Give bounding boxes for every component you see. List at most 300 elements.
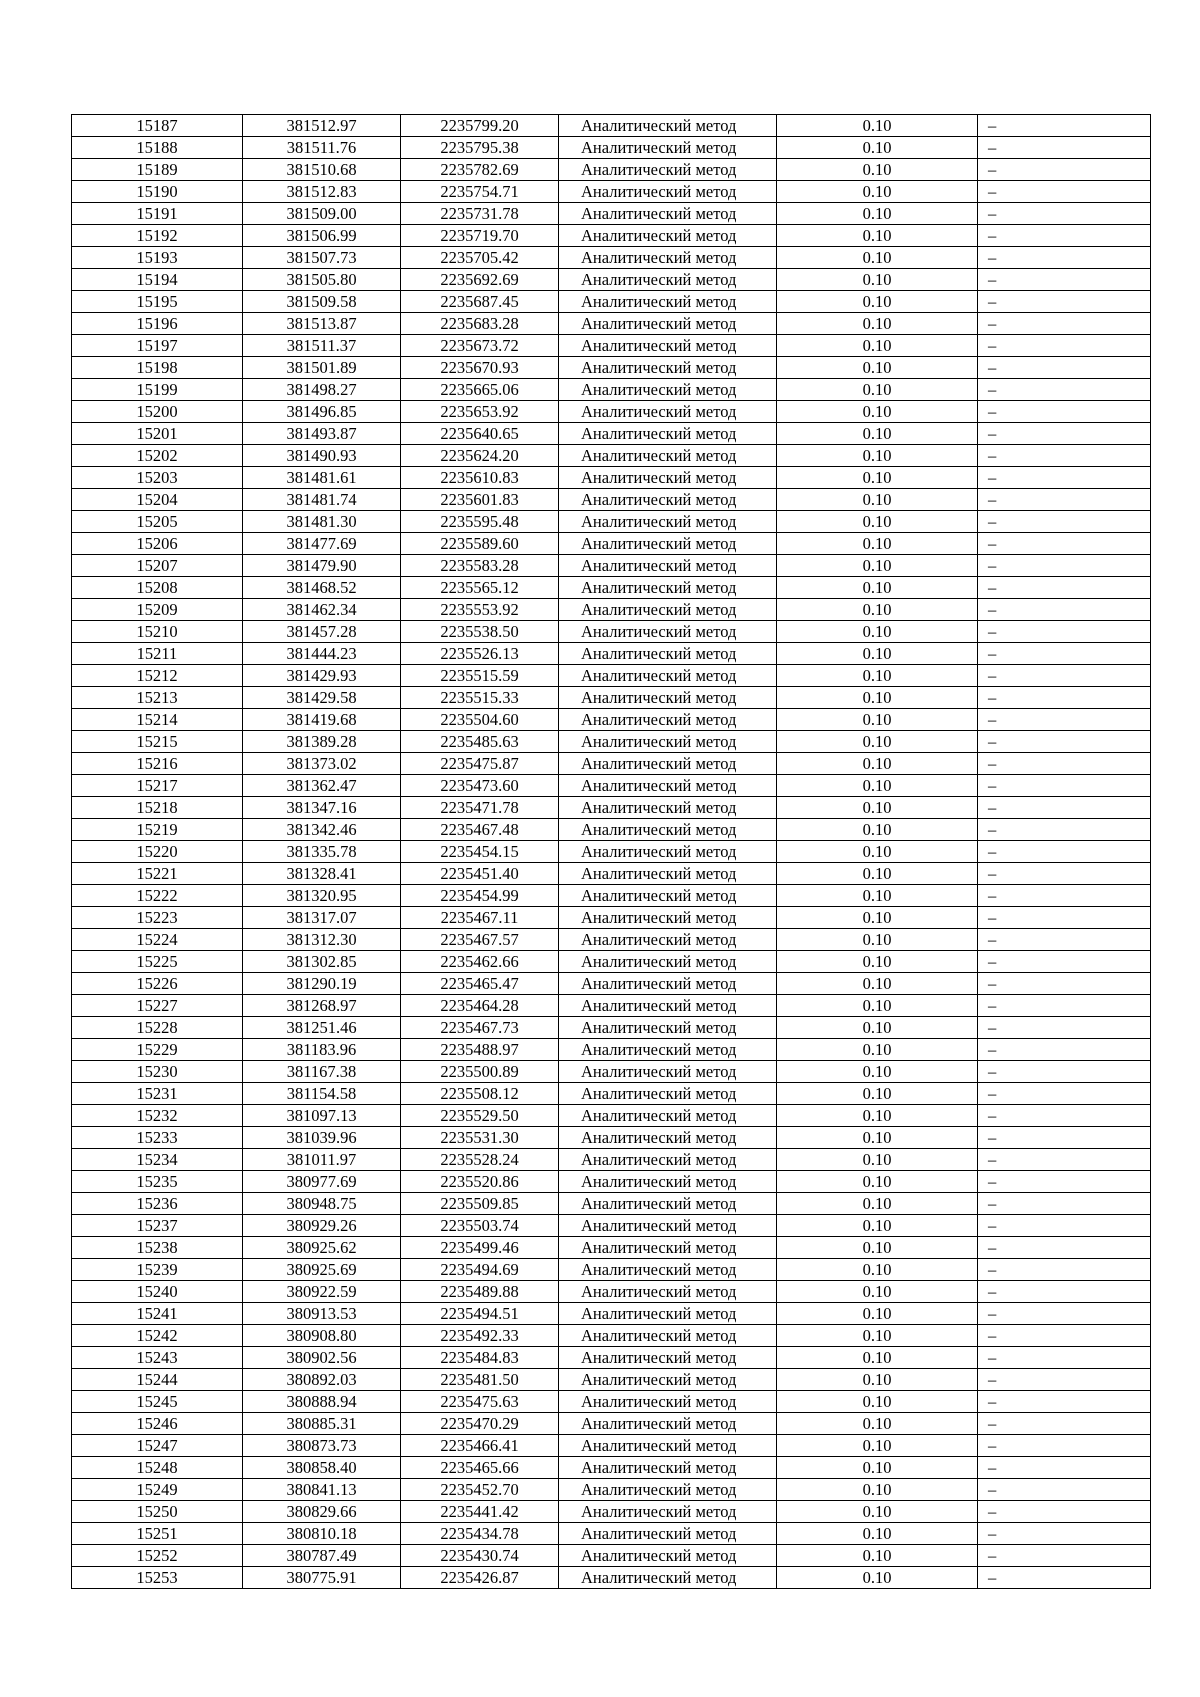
x-coordinate-cell: 381268.97	[243, 995, 401, 1017]
method-cell: Аналитический метод	[559, 797, 777, 819]
table-row	[72, 1083, 1151, 1105]
y-coordinate-cell: 2235520.86	[401, 1171, 559, 1193]
accuracy-cell: 0.10	[777, 379, 978, 401]
x-coordinate-cell: 381183.96	[243, 1039, 401, 1061]
note-cell: –	[978, 203, 1151, 225]
point-number-cell: 15203	[72, 467, 243, 489]
y-coordinate-cell: 2235692.69	[401, 269, 559, 291]
x-coordinate-cell: 381498.27	[243, 379, 401, 401]
table-row	[72, 1303, 1151, 1325]
y-coordinate-cell: 2235526.13	[401, 643, 559, 665]
point-number-cell: 15197	[72, 335, 243, 357]
accuracy-cell: 0.10	[777, 1083, 978, 1105]
method-cell: Аналитический метод	[559, 687, 777, 709]
accuracy-cell: 0.10	[777, 225, 978, 247]
y-coordinate-cell: 2235441.42	[401, 1501, 559, 1523]
accuracy-cell: 0.10	[777, 159, 978, 181]
point-number-cell: 15234	[72, 1149, 243, 1171]
y-coordinate-cell: 2235426.87	[401, 1567, 559, 1589]
point-number-cell: 15193	[72, 247, 243, 269]
table-row	[72, 203, 1151, 225]
accuracy-cell: 0.10	[777, 1039, 978, 1061]
accuracy-cell: 0.10	[777, 929, 978, 951]
accuracy-cell: 0.10	[777, 1479, 978, 1501]
point-number-cell: 15245	[72, 1391, 243, 1413]
note-cell: –	[978, 225, 1151, 247]
accuracy-cell: 0.10	[777, 291, 978, 313]
method-cell: Аналитический метод	[559, 269, 777, 291]
x-coordinate-cell: 380858.40	[243, 1457, 401, 1479]
point-number-cell: 15232	[72, 1105, 243, 1127]
point-number-cell: 15249	[72, 1479, 243, 1501]
accuracy-cell: 0.10	[777, 665, 978, 687]
accuracy-cell: 0.10	[777, 1061, 978, 1083]
accuracy-cell: 0.10	[777, 863, 978, 885]
table-row	[72, 423, 1151, 445]
note-cell: –	[978, 1171, 1151, 1193]
table-row	[72, 1149, 1151, 1171]
y-coordinate-cell: 2235799.20	[401, 115, 559, 137]
method-cell: Аналитический метод	[559, 247, 777, 269]
y-coordinate-cell: 2235492.33	[401, 1325, 559, 1347]
note-cell: –	[978, 665, 1151, 687]
x-coordinate-cell: 381429.58	[243, 687, 401, 709]
y-coordinate-cell: 2235471.78	[401, 797, 559, 819]
table-row	[72, 1039, 1151, 1061]
table-row	[72, 1061, 1151, 1083]
note-cell: –	[978, 1149, 1151, 1171]
table-body	[72, 115, 1151, 1589]
x-coordinate-cell: 381496.85	[243, 401, 401, 423]
method-cell: Аналитический метод	[559, 863, 777, 885]
y-coordinate-cell: 2235601.83	[401, 489, 559, 511]
note-cell: –	[978, 885, 1151, 907]
method-cell: Аналитический метод	[559, 1215, 777, 1237]
x-coordinate-cell: 381039.96	[243, 1127, 401, 1149]
note-cell: –	[978, 1391, 1151, 1413]
x-coordinate-cell: 381490.93	[243, 445, 401, 467]
table-row	[72, 467, 1151, 489]
accuracy-cell: 0.10	[777, 533, 978, 555]
table-row	[72, 159, 1151, 181]
y-coordinate-cell: 2235670.93	[401, 357, 559, 379]
method-cell: Аналитический метод	[559, 1083, 777, 1105]
method-cell: Аналитический метод	[559, 1369, 777, 1391]
accuracy-cell: 0.10	[777, 115, 978, 137]
point-number-cell: 15218	[72, 797, 243, 819]
accuracy-cell: 0.10	[777, 687, 978, 709]
y-coordinate-cell: 2235782.69	[401, 159, 559, 181]
table-row	[72, 951, 1151, 973]
accuracy-cell: 0.10	[777, 1149, 978, 1171]
table-row	[72, 1017, 1151, 1039]
accuracy-cell: 0.10	[777, 1193, 978, 1215]
y-coordinate-cell: 2235466.41	[401, 1435, 559, 1457]
x-coordinate-cell: 381481.61	[243, 467, 401, 489]
accuracy-cell: 0.10	[777, 247, 978, 269]
method-cell: Аналитический метод	[559, 621, 777, 643]
point-number-cell: 15189	[72, 159, 243, 181]
accuracy-cell: 0.10	[777, 577, 978, 599]
accuracy-cell: 0.10	[777, 599, 978, 621]
table-row	[72, 1501, 1151, 1523]
x-coordinate-cell: 381501.89	[243, 357, 401, 379]
method-cell: Аналитический метод	[559, 929, 777, 951]
y-coordinate-cell: 2235640.65	[401, 423, 559, 445]
note-cell: –	[978, 357, 1151, 379]
table-row	[72, 225, 1151, 247]
point-number-cell: 15200	[72, 401, 243, 423]
method-cell: Аналитический метод	[559, 445, 777, 467]
note-cell: –	[978, 467, 1151, 489]
method-cell: Аналитический метод	[559, 489, 777, 511]
accuracy-cell: 0.10	[777, 489, 978, 511]
method-cell: Аналитический метод	[559, 995, 777, 1017]
point-number-cell: 15196	[72, 313, 243, 335]
y-coordinate-cell: 2235754.71	[401, 181, 559, 203]
table-row	[72, 1127, 1151, 1149]
y-coordinate-cell: 2235494.69	[401, 1259, 559, 1281]
point-number-cell: 15223	[72, 907, 243, 929]
y-coordinate-cell: 2235485.63	[401, 731, 559, 753]
x-coordinate-cell: 381251.46	[243, 1017, 401, 1039]
point-number-cell: 15222	[72, 885, 243, 907]
accuracy-cell: 0.10	[777, 995, 978, 1017]
y-coordinate-cell: 2235515.59	[401, 665, 559, 687]
table-row	[72, 555, 1151, 577]
y-coordinate-cell: 2235465.66	[401, 1457, 559, 1479]
y-coordinate-cell: 2235462.66	[401, 951, 559, 973]
x-coordinate-cell: 380913.53	[243, 1303, 401, 1325]
point-number-cell: 15225	[72, 951, 243, 973]
accuracy-cell: 0.10	[777, 1501, 978, 1523]
point-number-cell: 15238	[72, 1237, 243, 1259]
y-coordinate-cell: 2235529.50	[401, 1105, 559, 1127]
method-cell: Аналитический метод	[559, 841, 777, 863]
method-cell: Аналитический метод	[559, 357, 777, 379]
table-row	[72, 291, 1151, 313]
note-cell: –	[978, 401, 1151, 423]
note-cell: –	[978, 247, 1151, 269]
point-number-cell: 15190	[72, 181, 243, 203]
method-cell: Аналитический метод	[559, 775, 777, 797]
point-number-cell: 15244	[72, 1369, 243, 1391]
note-cell: –	[978, 1083, 1151, 1105]
note-cell: –	[978, 1501, 1151, 1523]
y-coordinate-cell: 2235488.97	[401, 1039, 559, 1061]
accuracy-cell: 0.10	[777, 731, 978, 753]
x-coordinate-cell: 381320.95	[243, 885, 401, 907]
point-number-cell: 15227	[72, 995, 243, 1017]
accuracy-cell: 0.10	[777, 1171, 978, 1193]
x-coordinate-cell: 381302.85	[243, 951, 401, 973]
accuracy-cell: 0.10	[777, 885, 978, 907]
method-cell: Аналитический метод	[559, 181, 777, 203]
note-cell: –	[978, 1457, 1151, 1479]
table-row	[72, 995, 1151, 1017]
table-row	[72, 1215, 1151, 1237]
point-number-cell: 15215	[72, 731, 243, 753]
note-cell: –	[978, 709, 1151, 731]
y-coordinate-cell: 2235473.60	[401, 775, 559, 797]
method-cell: Аналитический метод	[559, 203, 777, 225]
x-coordinate-cell: 381167.38	[243, 1061, 401, 1083]
method-cell: Аналитический метод	[559, 1347, 777, 1369]
x-coordinate-cell: 380787.49	[243, 1545, 401, 1567]
note-cell: –	[978, 291, 1151, 313]
x-coordinate-cell: 381479.90	[243, 555, 401, 577]
note-cell: –	[978, 1303, 1151, 1325]
x-coordinate-cell: 381511.76	[243, 137, 401, 159]
x-coordinate-cell: 380922.59	[243, 1281, 401, 1303]
note-cell: –	[978, 907, 1151, 929]
table-row	[72, 379, 1151, 401]
table-row	[72, 687, 1151, 709]
note-cell: –	[978, 621, 1151, 643]
point-number-cell: 15241	[72, 1303, 243, 1325]
table-row	[72, 621, 1151, 643]
method-cell: Аналитический метод	[559, 467, 777, 489]
table-row	[72, 709, 1151, 731]
x-coordinate-cell: 380873.73	[243, 1435, 401, 1457]
method-cell: Аналитический метод	[559, 1193, 777, 1215]
point-number-cell: 15212	[72, 665, 243, 687]
note-cell: –	[978, 137, 1151, 159]
x-coordinate-cell: 380977.69	[243, 1171, 401, 1193]
x-coordinate-cell: 381097.13	[243, 1105, 401, 1127]
note-cell: –	[978, 577, 1151, 599]
point-number-cell: 15246	[72, 1413, 243, 1435]
method-cell: Аналитический метод	[559, 1237, 777, 1259]
point-number-cell: 15243	[72, 1347, 243, 1369]
y-coordinate-cell: 2235528.24	[401, 1149, 559, 1171]
method-cell: Аналитический метод	[559, 665, 777, 687]
x-coordinate-cell: 380902.56	[243, 1347, 401, 1369]
note-cell: –	[978, 159, 1151, 181]
x-coordinate-cell: 381342.46	[243, 819, 401, 841]
table-row	[72, 643, 1151, 665]
accuracy-cell: 0.10	[777, 841, 978, 863]
x-coordinate-cell: 381507.73	[243, 247, 401, 269]
table-row	[72, 313, 1151, 335]
x-coordinate-cell: 380841.13	[243, 1479, 401, 1501]
note-cell: –	[978, 1545, 1151, 1567]
point-number-cell: 15205	[72, 511, 243, 533]
method-cell: Аналитический метод	[559, 1545, 777, 1567]
accuracy-cell: 0.10	[777, 269, 978, 291]
accuracy-cell: 0.10	[777, 1347, 978, 1369]
y-coordinate-cell: 2235454.99	[401, 885, 559, 907]
note-cell: –	[978, 445, 1151, 467]
point-number-cell: 15229	[72, 1039, 243, 1061]
x-coordinate-cell: 381509.00	[243, 203, 401, 225]
note-cell: –	[978, 1325, 1151, 1347]
y-coordinate-cell: 2235489.88	[401, 1281, 559, 1303]
accuracy-cell: 0.10	[777, 357, 978, 379]
y-coordinate-cell: 2235610.83	[401, 467, 559, 489]
x-coordinate-cell: 380929.26	[243, 1215, 401, 1237]
y-coordinate-cell: 2235467.48	[401, 819, 559, 841]
note-cell: –	[978, 1281, 1151, 1303]
x-coordinate-cell: 381312.30	[243, 929, 401, 951]
method-cell: Аналитический метод	[559, 1325, 777, 1347]
y-coordinate-cell: 2235464.28	[401, 995, 559, 1017]
note-cell: –	[978, 951, 1151, 973]
table-row	[72, 1391, 1151, 1413]
x-coordinate-cell: 380885.31	[243, 1413, 401, 1435]
point-number-cell: 15198	[72, 357, 243, 379]
x-coordinate-cell: 381373.02	[243, 753, 401, 775]
table-row	[72, 863, 1151, 885]
table-row	[72, 1347, 1151, 1369]
accuracy-cell: 0.10	[777, 335, 978, 357]
point-number-cell: 15231	[72, 1083, 243, 1105]
method-cell: Аналитический метод	[559, 115, 777, 137]
table-row	[72, 269, 1151, 291]
table-row	[72, 1567, 1151, 1589]
method-cell: Аналитический метод	[559, 731, 777, 753]
table-row	[72, 401, 1151, 423]
y-coordinate-cell: 2235515.33	[401, 687, 559, 709]
x-coordinate-cell: 380908.80	[243, 1325, 401, 1347]
method-cell: Аналитический метод	[559, 313, 777, 335]
point-number-cell: 15247	[72, 1435, 243, 1457]
point-number-cell: 15199	[72, 379, 243, 401]
accuracy-cell: 0.10	[777, 907, 978, 929]
note-cell: –	[978, 1237, 1151, 1259]
table-row	[72, 445, 1151, 467]
method-cell: Аналитический метод	[559, 1149, 777, 1171]
x-coordinate-cell: 381512.83	[243, 181, 401, 203]
note-cell: –	[978, 181, 1151, 203]
method-cell: Аналитический метод	[559, 819, 777, 841]
x-coordinate-cell: 381429.93	[243, 665, 401, 687]
table-row	[72, 357, 1151, 379]
note-cell: –	[978, 1215, 1151, 1237]
table-row	[72, 885, 1151, 907]
x-coordinate-cell: 381328.41	[243, 863, 401, 885]
point-number-cell: 15214	[72, 709, 243, 731]
table-row	[72, 1259, 1151, 1281]
point-number-cell: 15202	[72, 445, 243, 467]
y-coordinate-cell: 2235434.78	[401, 1523, 559, 1545]
accuracy-cell: 0.10	[777, 1215, 978, 1237]
y-coordinate-cell: 2235467.73	[401, 1017, 559, 1039]
y-coordinate-cell: 2235624.20	[401, 445, 559, 467]
table-row	[72, 841, 1151, 863]
y-coordinate-cell: 2235583.28	[401, 555, 559, 577]
accuracy-cell: 0.10	[777, 621, 978, 643]
note-cell: –	[978, 1347, 1151, 1369]
accuracy-cell: 0.10	[777, 1127, 978, 1149]
note-cell: –	[978, 335, 1151, 357]
method-cell: Аналитический метод	[559, 159, 777, 181]
point-number-cell: 15217	[72, 775, 243, 797]
table-row	[72, 907, 1151, 929]
accuracy-cell: 0.10	[777, 819, 978, 841]
table-row	[72, 753, 1151, 775]
note-cell: –	[978, 753, 1151, 775]
table-row	[72, 1545, 1151, 1567]
x-coordinate-cell: 380948.75	[243, 1193, 401, 1215]
x-coordinate-cell: 381493.87	[243, 423, 401, 445]
point-number-cell: 15219	[72, 819, 243, 841]
note-cell: –	[978, 115, 1151, 137]
table-row	[72, 181, 1151, 203]
y-coordinate-cell: 2235467.11	[401, 907, 559, 929]
y-coordinate-cell: 2235503.74	[401, 1215, 559, 1237]
method-cell: Аналитический метод	[559, 1523, 777, 1545]
point-number-cell: 15253	[72, 1567, 243, 1589]
method-cell: Аналитический метод	[559, 599, 777, 621]
method-cell: Аналитический метод	[559, 1039, 777, 1061]
point-number-cell: 15194	[72, 269, 243, 291]
x-coordinate-cell: 381290.19	[243, 973, 401, 995]
note-cell: –	[978, 687, 1151, 709]
note-cell: –	[978, 797, 1151, 819]
x-coordinate-cell: 381505.80	[243, 269, 401, 291]
note-cell: –	[978, 1105, 1151, 1127]
note-cell: –	[978, 1259, 1151, 1281]
x-coordinate-cell: 381477.69	[243, 533, 401, 555]
method-cell: Аналитический метод	[559, 577, 777, 599]
note-cell: –	[978, 643, 1151, 665]
note-cell: –	[978, 1523, 1151, 1545]
point-number-cell: 15188	[72, 137, 243, 159]
point-number-cell: 15220	[72, 841, 243, 863]
accuracy-cell: 0.10	[777, 1105, 978, 1127]
method-cell: Аналитический метод	[559, 1457, 777, 1479]
y-coordinate-cell: 2235499.46	[401, 1237, 559, 1259]
y-coordinate-cell: 2235465.47	[401, 973, 559, 995]
table-row	[72, 335, 1151, 357]
note-cell: –	[978, 863, 1151, 885]
accuracy-cell: 0.10	[777, 555, 978, 577]
accuracy-cell: 0.10	[777, 467, 978, 489]
accuracy-cell: 0.10	[777, 1237, 978, 1259]
point-number-cell: 15230	[72, 1061, 243, 1083]
y-coordinate-cell: 2235481.50	[401, 1369, 559, 1391]
method-cell: Аналитический метод	[559, 1435, 777, 1457]
accuracy-cell: 0.10	[777, 203, 978, 225]
table-row	[72, 1281, 1151, 1303]
y-coordinate-cell: 2235687.45	[401, 291, 559, 313]
x-coordinate-cell: 380829.66	[243, 1501, 401, 1523]
table-row	[72, 1237, 1151, 1259]
note-cell: –	[978, 1061, 1151, 1083]
method-cell: Аналитический метод	[559, 1127, 777, 1149]
y-coordinate-cell: 2235500.89	[401, 1061, 559, 1083]
x-coordinate-cell: 381462.34	[243, 599, 401, 621]
method-cell: Аналитический метод	[559, 555, 777, 577]
method-cell: Аналитический метод	[559, 1391, 777, 1413]
method-cell: Аналитический метод	[559, 1259, 777, 1281]
point-number-cell: 15213	[72, 687, 243, 709]
note-cell: –	[978, 1567, 1151, 1589]
x-coordinate-cell: 380925.69	[243, 1259, 401, 1281]
y-coordinate-cell: 2235452.70	[401, 1479, 559, 1501]
table-row	[72, 1171, 1151, 1193]
point-number-cell: 15204	[72, 489, 243, 511]
y-coordinate-cell: 2235467.57	[401, 929, 559, 951]
accuracy-cell: 0.10	[777, 1259, 978, 1281]
method-cell: Аналитический метод	[559, 335, 777, 357]
method-cell: Аналитический метод	[559, 533, 777, 555]
method-cell: Аналитический метод	[559, 137, 777, 159]
method-cell: Аналитический метод	[559, 1479, 777, 1501]
y-coordinate-cell: 2235494.51	[401, 1303, 559, 1325]
method-cell: Аналитический метод	[559, 379, 777, 401]
